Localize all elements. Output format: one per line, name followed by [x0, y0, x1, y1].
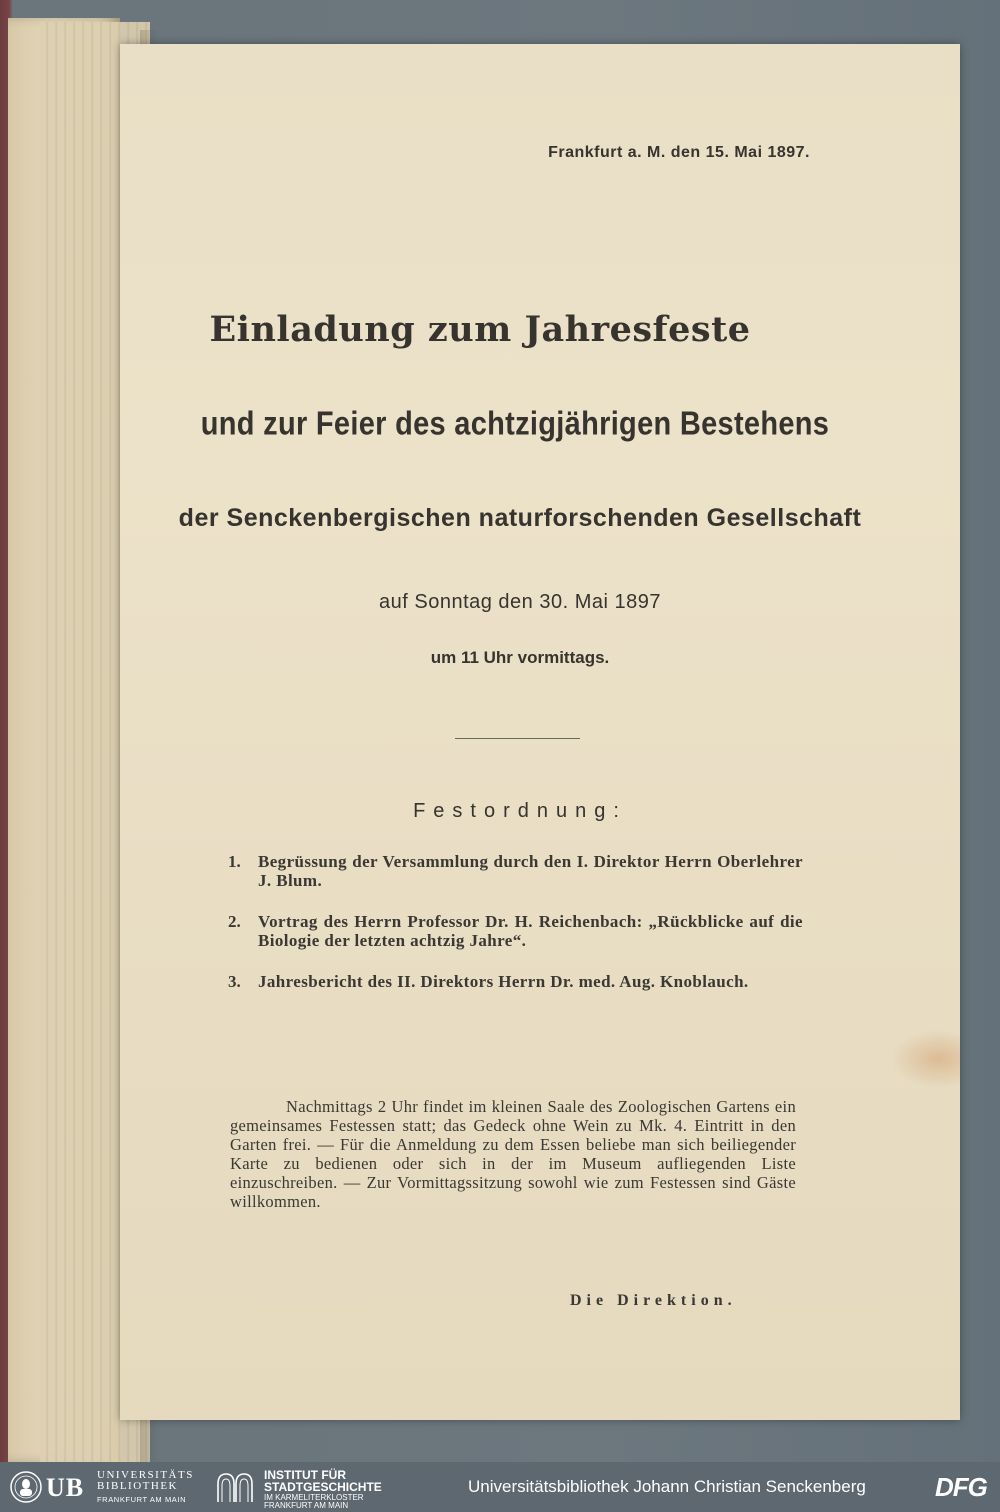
- isg-subtitle: [264, 1494, 364, 1510]
- dateline: Frankfurt a. M. den 15. Mai 1897.: [548, 144, 810, 161]
- program-item: [228, 852, 803, 890]
- title-invitation: Einladung zum Jahresfeste: [209, 309, 751, 350]
- event-time: um 11 Uhr vormittags.: [430, 648, 610, 667]
- dfg-logo: DFG: [935, 1472, 987, 1502]
- isg-arches-icon: [216, 1470, 254, 1504]
- afternoon-paragraph: Nachmittags 2 Uhr findet im kleinen Saale des Zoologischen Gartens ein gemeinsames Festessen statt; das Gedeck ohne Wein zu Mk. 4. Eintritt in den Garten frei. — Für die Anmeldung zu dem Essen beliebe man sich beiliegender Karte zu bedienen oder sich in der im Museum aufliegenden Liste einzuschreiben. — Zur Vormittagssitzung sowohl wie zum Festessen sind Gäste willkommen.: [230, 1097, 796, 1211]
- program-list: [228, 852, 803, 1013]
- ub-line3: FRANKFURT AM MAIN: [97, 1495, 187, 1504]
- ub-seal-icon: [8, 1470, 44, 1504]
- document-page: [120, 44, 960, 1420]
- program-item: [228, 972, 803, 991]
- program-heading: Festordnung:: [413, 800, 627, 822]
- program-item-number: 1.: [228, 852, 241, 871]
- program-item-number: 3.: [228, 972, 241, 991]
- isg-name: [264, 1469, 382, 1493]
- program-item: [228, 912, 803, 950]
- ub-name: [97, 1470, 194, 1492]
- program-item-text: Begrüssung der Versammlung durch den I. Direktor Herrn Oberlehrer J. Blum.: [258, 852, 803, 890]
- title-society: der Senckenbergischen naturforschenden Gesellschaft: [178, 504, 862, 532]
- paper-stain: [890, 1029, 960, 1089]
- isg-line1: INSTITUT FÜR: [264, 1468, 346, 1482]
- footer-bar: [0, 1462, 1000, 1512]
- event-date: auf Sonntag den 30. Mai 1897: [379, 591, 661, 613]
- isg-line2: STADTGESCHICHTE: [264, 1480, 382, 1494]
- ub-line2: BIBLIOTHEK: [97, 1480, 178, 1492]
- title-anniversary: und zur Feier des achtzigjährigen Bestehens: [200, 405, 830, 443]
- institution-name: Universitätsbibliothek Johann Christian Senckenberg: [468, 1477, 866, 1496]
- program-item-text: Jahresbericht des II. Direktors Herrn Dr. med. Aug. Knoblauch.: [258, 972, 749, 991]
- isg-line3: IM KARMELITERKLOSTER: [264, 1493, 364, 1502]
- isg-line4: FRANKFURT AM MAIN: [264, 1501, 349, 1510]
- ub-logo-text: UB: [46, 1473, 85, 1502]
- signature: Die Direktion.: [570, 1292, 737, 1309]
- program-item-text: Vortrag des Herrn Professor Dr. H. Reichenbach: „Rückblicke auf die Biologie der letzten achtzig Jahre“.: [258, 912, 803, 950]
- ub-line1: UNIVERSITÄTS: [97, 1469, 194, 1481]
- divider-rule: [455, 738, 580, 739]
- program-item-number: 2.: [228, 912, 241, 931]
